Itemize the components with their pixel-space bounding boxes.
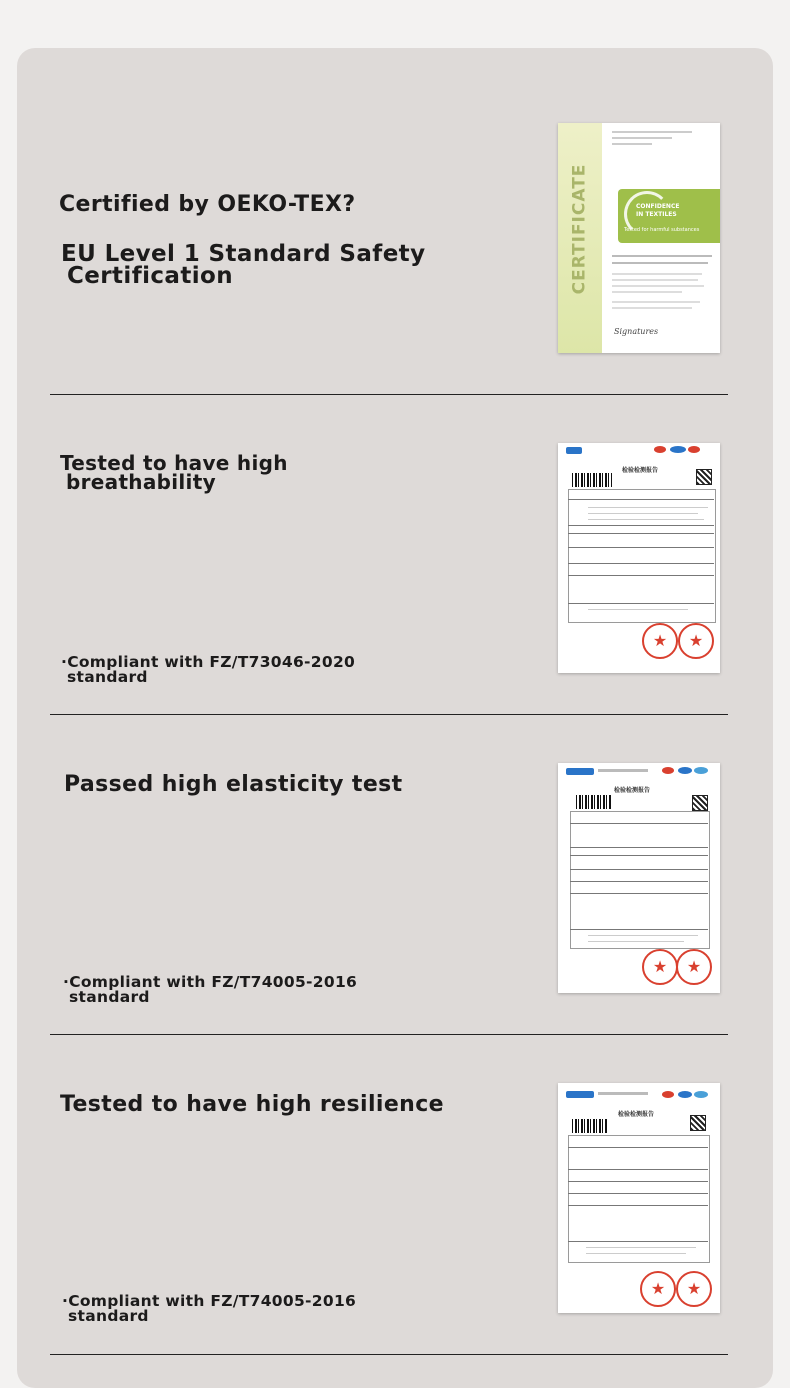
test-report-image — [558, 763, 720, 993]
breathability-line-2: breathability — [66, 470, 216, 494]
elasticity-compliance — [63, 975, 357, 1005]
elasticity-heading: Passed high elasticity test — [64, 772, 403, 797]
official-stamp-icon: ★ — [676, 1271, 712, 1307]
elasticity-section — [17, 688, 773, 1008]
certificate-banner-line-3: Tested for harmful substances — [624, 227, 700, 233]
resilience-section — [17, 1008, 773, 1328]
certificate-signatures: Signatures — [614, 327, 659, 336]
qr-code-icon — [696, 469, 712, 485]
official-stamp-icon: ★ — [678, 623, 714, 659]
compliance-line-1: ·Compliant with FZ/T73046-2020 — [61, 653, 356, 671]
barcode-icon — [576, 795, 612, 809]
oeko-tex-heading: Certified by OEKO-TEX? — [59, 192, 356, 217]
report-title: 检验检测报告 — [618, 1111, 655, 1118]
certificate-image — [558, 123, 720, 353]
breathability-line-1: Tested to have high — [60, 451, 288, 475]
certificate-banner-line-1: CONFIDENCE — [636, 203, 680, 210]
eu-standard-heading — [61, 243, 425, 287]
official-stamp-icon: ★ — [640, 1271, 676, 1307]
certificate-banner-line-2: IN TEXTILES — [636, 211, 677, 218]
official-stamp-icon: ★ — [676, 949, 712, 985]
report-title: 检验检测报告 — [622, 467, 659, 474]
breathability-compliance — [61, 655, 355, 685]
official-stamp-icon: ★ — [642, 949, 678, 985]
qr-code-icon — [692, 795, 708, 811]
certificate-vertical-word: CERTIFICATE — [569, 163, 590, 295]
resilience-heading: Tested to have high resilience — [60, 1092, 444, 1117]
breathability-section — [17, 368, 773, 688]
certification-card — [17, 48, 773, 1388]
report-title: 检验检测报告 — [614, 787, 651, 794]
test-report-image — [558, 443, 720, 673]
compliance-line-2: standard — [67, 668, 148, 686]
official-stamp-icon: ★ — [642, 623, 678, 659]
qr-code-icon — [690, 1115, 706, 1131]
eu-standard-line-2: Certification — [67, 263, 233, 289]
test-report-image — [558, 1083, 720, 1313]
breathability-heading — [60, 451, 288, 494]
compliance-line-1: ·Compliant with FZ/T74005-2016 — [63, 973, 358, 991]
compliance-line-2: standard — [68, 1307, 149, 1325]
compliance-line-2: standard — [69, 988, 150, 1006]
barcode-icon — [572, 1119, 608, 1133]
barcode-icon — [572, 473, 612, 487]
resilience-compliance — [62, 1294, 356, 1324]
divider-4 — [50, 1354, 728, 1355]
eu-standard-line-1: EU Level 1 Standard Safety — [61, 241, 426, 267]
oeko-tex-section — [17, 48, 773, 368]
compliance-line-1: ·Compliant with FZ/T74005-2016 — [62, 1292, 357, 1310]
